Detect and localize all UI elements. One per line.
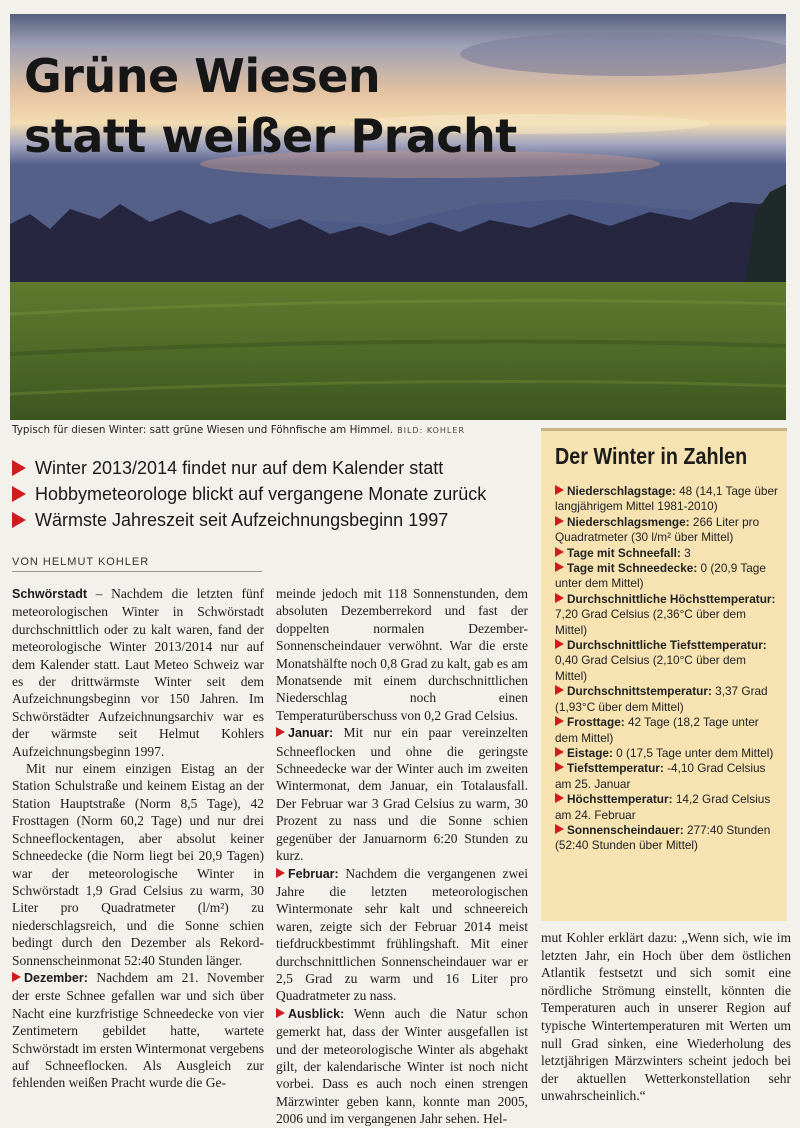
- fact-value: 48 (14,1 Tage über langjährigem Mittel 1981-2010): [555, 484, 778, 514]
- sidebar-title: Der Winter in Zahlen: [555, 443, 748, 469]
- fact-value: -4,10 Grad Celsius am 25. Januar: [555, 761, 766, 791]
- red-arrow-icon: [276, 1008, 285, 1018]
- subheadline-item: [12, 481, 532, 507]
- article-column-2: [276, 585, 528, 1128]
- photo-caption: [12, 424, 532, 436]
- fact-label: Sonnenscheindauer:: [567, 822, 684, 837]
- photo-credit: BILD: KOHLER: [397, 426, 466, 435]
- subheadline-text: Hobbymeteorologe blickt auf vergangene Monate zurück: [35, 484, 487, 504]
- section-keyword: Januar:: [288, 726, 334, 741]
- article-column-3: [541, 929, 791, 1105]
- red-arrow-icon: [555, 747, 564, 757]
- fact-value: 0 (17,5 Tage unter dem Mittel): [612, 745, 774, 760]
- fact-item: [555, 561, 781, 592]
- fact-label: Höchsttemperatur:: [567, 792, 673, 807]
- red-arrow-icon: [12, 972, 21, 982]
- fact-item: [555, 746, 781, 761]
- fact-item: [555, 638, 781, 684]
- red-arrow-icon: [555, 824, 564, 834]
- section-keyword: Ausblick:: [288, 1006, 345, 1021]
- paragraph-text: Wenn auch die Natur schon gemerkt hat, dass der Winter ausgefallen ist und der meteorologische Winter als abgehakt gilt, der kalendarische Winter ist noch nicht vorbei. Dass es auch noch einen strengen Märzwinter geben kann, konnte man 2005, 2006 und im vergangenen Jahr sehen. Hel-: [276, 1005, 528, 1127]
- fact-value: 0,40 Grad Celsius (2,10°C über dem Mittel): [555, 653, 746, 683]
- article-paragraph: [276, 724, 528, 864]
- headline-line-2: statt weißer Pracht: [24, 109, 517, 163]
- byline: VON HELMUT KOHLER: [12, 556, 262, 572]
- red-arrow-icon: [555, 516, 564, 526]
- paragraph-text: – Nachdem die letzten fünf meteorologischen Winter in Schwörstadt durchschnittlich oder zu kalt waren, fand der meteorologische Winter 2013/2014 nur auf dem Kalender statt. Laut Meteo Schweiz war es der drittwärmste Winter seit dem Aufzeichnungsbeginn vor 150 Jahren. Im Schwörstädter Aufzeichnungsarchiv war es der wärmste seit Helmut Kohlers Aufzeichnungsbeginn 1997.: [12, 586, 264, 759]
- fact-label: Tiefsttemperatur:: [567, 761, 664, 776]
- fact-value: 3: [680, 545, 691, 560]
- fact-value: 266 Liter pro Quadratmeter (30 l/m² über Mittel): [555, 514, 760, 545]
- fact-label: Tage mit Schneedecke:: [567, 561, 698, 576]
- fact-item: [555, 546, 781, 561]
- fact-item: [555, 761, 781, 792]
- facts-sidebar: [541, 428, 787, 921]
- subheadline-text: Winter 2013/2014 findet nur auf dem Kalender statt: [35, 458, 444, 478]
- paragraph-text: Mit nur ein paar vereinzelten Schneeflocken und ohne die geringste Schneedecke war der Winter auch im zweiten Wintermonat, dem Januar, ein Totalausfall. Der Februar war 3 Grad Celsius zu warm, 30 Prozent zu nass und die Sonne schien gegenüber der Januarnorm 6:20 Stunden zu kurz.: [276, 725, 528, 864]
- fact-value: 3,37 Grad (1,93°C über dem Mittel): [555, 684, 768, 714]
- fact-item: [555, 684, 781, 715]
- fact-label: Niederschlagsmenge:: [567, 514, 690, 529]
- fact-value: 277:40 Stunden (52:40 Stunden über Mittel): [555, 822, 771, 853]
- fact-item: [555, 484, 781, 515]
- article-paragraph: meinde jedoch mit 118 Sonnenstunden, dem absoluten Dezemberrekord und fast der doppelten normalen Dezember-Sonnenscheindauer verwöhnt. War die erste Monatshälfte noch 0,8 Grad zu kalt, gab es am Monatsende mit einem durchschnittlichen Niederschlag noch einen Temperaturüberschuss von 0,2 Grad Celsius.: [276, 586, 528, 723]
- red-arrow-icon: [12, 512, 26, 528]
- fact-item: [555, 715, 781, 746]
- fact-label: Durchschnittstemperatur:: [567, 684, 712, 699]
- article-paragraph: [276, 865, 528, 1005]
- red-arrow-icon: [555, 685, 564, 695]
- article-paragraph: mut Kohler erklärt dazu: „Wenn sich, wie im letzten Jahr, ein Hoch über dem östlichen Atlantik festsetzt und sich somit eine nördliche Strömung einstellt, könnten die Temperaturen auch in unserer Region auf typische Wintertemperaturen mit Werten um null Grad sinken, eine Wiederholung des letztjährigen Märzwinters scheint jedoch bei der aktuellen Wetterkonstellation sehr unwahrscheinlich.“: [541, 930, 791, 1104]
- article-paragraph: [276, 1005, 528, 1128]
- red-arrow-icon: [12, 460, 26, 476]
- facts-list: [541, 484, 787, 854]
- fact-item: [555, 515, 781, 546]
- caption-text: Typisch für diesen Winter: satt grüne Wiesen und Föhnfische am Himmel.: [12, 424, 394, 436]
- article-column-1: [12, 585, 264, 1092]
- fact-label: Tage mit Schneefall:: [567, 545, 681, 560]
- fact-value: 7,20 Grad Celsius (2,36°C über dem Mittel): [555, 607, 746, 637]
- article-paragraph: Mit nur einem einzigen Eistag an der Station Schulstraße und keinem Eistag an der Station Hauptstraße (Norm 8,5 Tage), 42 Frosttagen (Norm 60,2 Tage) und nur drei Schneeflockentagen, aber absolut keiner Schneedecke (die Norm liegt bei 20,9 Tagen) war der meteorologische Winter in Schwörstadt 1,9 Grad Celsius zu warm, 30 Liter pro Quadratmeter (l/m²) zu niederschlagsreich, und die Sonne schien bedingt durch den Dezember als Rekord-Sonnenscheinmonat 52:40 Stunden länger.: [12, 761, 264, 968]
- paragraph-text: Nachdem die vergangenen zwei Jahre die letzten meteorologischen Wintermonate sehr kalt und schneereich waren, zeigte sich der Februar 2014 meist tiefdruckbestimmt frühlingshaft. Mit einer durchschnittlichen Sonnenscheindauer war er 2,5 Grad zu warm und 16 Liter pro Quadratmeter zu nass.: [276, 865, 528, 1004]
- red-arrow-icon: [555, 639, 564, 649]
- headline: [24, 46, 517, 166]
- subheadline-text: Wärmste Jahreszeit seit Aufzeichnungsbeginn 1997: [35, 510, 449, 530]
- fact-item: [555, 592, 781, 638]
- subheadline-list: [12, 455, 532, 533]
- red-arrow-icon: [12, 486, 26, 502]
- article-paragraph: [12, 969, 264, 1092]
- subheadline-item: [12, 507, 532, 533]
- fact-label: Durchschnittliche Höchsttemperatur:: [567, 591, 776, 606]
- headline-line-1: Grüne Wiesen: [24, 49, 381, 103]
- red-arrow-icon: [555, 793, 564, 803]
- dateline: Schwörstadt: [12, 587, 88, 601]
- fact-item: [555, 792, 781, 823]
- fact-label: Eistage:: [567, 745, 613, 760]
- red-arrow-icon: [555, 485, 564, 495]
- subheadline-item: [12, 455, 532, 481]
- red-arrow-icon: [555, 562, 564, 572]
- fact-value: 14,2 Grad Celsius am 24. Februar: [555, 792, 771, 822]
- fact-label: Durchschnittliche Tiefsttemperatur:: [567, 638, 767, 653]
- red-arrow-icon: [276, 727, 285, 737]
- paragraph-text: Nachdem am 21. November der erste Schnee gefallen war und sich über Nacht eine kurzfristige Schneedecke von vier Zentimetern gebildet hatte, wartete Schwörstadt im ersten Wintermonat vergebens auf Schneeflocken. Als Ausgleich zur fehlenden weißen Pracht wurde die Ge-: [12, 969, 264, 1091]
- red-arrow-icon: [276, 868, 285, 878]
- article-paragraph: [12, 585, 264, 760]
- red-arrow-icon: [555, 547, 564, 557]
- red-arrow-icon: [555, 593, 564, 603]
- fact-item: [555, 823, 781, 854]
- fact-value: 0 (20,9 Tage unter dem Mittel): [555, 561, 766, 591]
- red-arrow-icon: [555, 716, 564, 726]
- fact-label: Frosttage:: [567, 715, 625, 730]
- fact-value: 42 Tage (18,2 Tage unter dem Mittel): [555, 715, 759, 745]
- section-keyword: Dezember:: [24, 970, 88, 985]
- red-arrow-icon: [555, 762, 564, 772]
- section-keyword: Februar:: [288, 866, 339, 881]
- fact-label: Niederschlagstage:: [567, 484, 676, 498]
